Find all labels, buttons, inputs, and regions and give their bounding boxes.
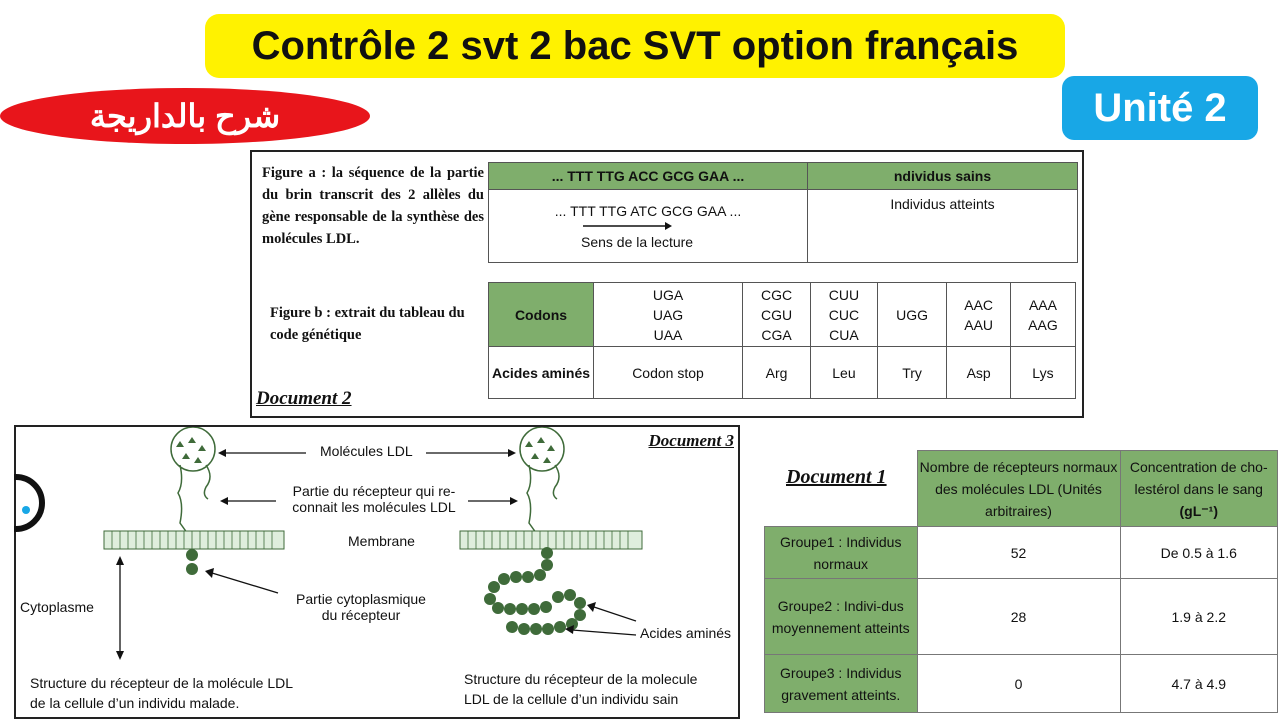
channel-logo-icon: [14, 458, 48, 548]
membrane-left: [104, 531, 284, 549]
cholesterol-header-text: Concentration de cho-lestérol dans le sang: [1129, 458, 1268, 497]
cytoplasmic-part-line1: Partie cytoplasmique: [296, 591, 426, 607]
healthy-sequence: ... TTT TTG ACC GCG GAA ...: [489, 163, 808, 190]
codon: AAU: [964, 316, 994, 333]
group-2-cholesterol: 1.9 à 2.2: [1120, 579, 1278, 655]
genetic-code-table: [488, 282, 1076, 399]
group-1-cholesterol: De 0.5 à 1.6: [1120, 527, 1278, 579]
codon: CGC: [761, 286, 793, 303]
codon: CUA: [829, 326, 859, 343]
affected-sequence-cell: [489, 190, 808, 263]
codon-cell: [947, 283, 1011, 347]
ldl-molecule-left: [171, 427, 215, 547]
ldl-molecule-right: [520, 427, 564, 547]
codon-cell: [877, 283, 947, 347]
group-2-receptors: 28: [917, 579, 1120, 655]
codon: AAA: [1028, 296, 1057, 313]
caption-healthy-line1: Structure du récepteur de la molecule: [464, 671, 698, 687]
amino-row-label: Acides aminés: [489, 347, 594, 399]
caption-sick-line2: de la cellule d’un individu malade.: [30, 695, 240, 711]
codon-cell: [743, 283, 811, 347]
caption-sick-line1: Structure du récepteur de la molécule LDL: [30, 675, 294, 691]
reading-direction-label: Sens de la lecture: [581, 234, 694, 250]
group-3-cholesterol: 4.7 à 4.9: [1120, 655, 1278, 713]
codon: UGG: [896, 306, 928, 323]
codon: CUU: [828, 286, 860, 303]
codon-cell: [1010, 283, 1075, 347]
cholesterol-header: [1120, 451, 1278, 527]
amino-acid-bead: [186, 563, 198, 575]
codon: CUC: [828, 306, 860, 323]
membrane-label: Membrane: [348, 533, 415, 549]
caption-healthy-line2: LDL de la cellule d’un individu sain: [464, 691, 679, 707]
amino-cell: Lys: [1010, 347, 1075, 399]
receptors-header: Nombre de récepteurs normaux des molécules LDL (Unités arbitraires): [917, 451, 1120, 527]
document-2-panel: [250, 150, 1084, 418]
codon: AAG: [1028, 316, 1058, 333]
document-1-label: Document 1: [786, 466, 887, 488]
codon: UGA: [652, 286, 684, 303]
document-3-label: Document 3: [648, 431, 734, 450]
codon: UAG: [652, 306, 684, 323]
document-1-table: [764, 450, 1278, 713]
codon: UAA: [653, 326, 683, 343]
codons-row-label: Codons: [489, 283, 594, 347]
reading-direction-arrow: [581, 220, 673, 232]
figure-b-description: Figure b : extrait du tableau du code génétique: [270, 305, 465, 343]
document-3-panel: [14, 425, 740, 719]
receptor-recognition-line1: Partie du récepteur qui re-: [292, 483, 456, 499]
codon: CGU: [761, 306, 793, 323]
amino-acid-chain: [484, 547, 586, 635]
figure-a-description: Figure a : la séquence de la partie du brin transcrit des 2 allèles du gène responsable de la synthèse des molécules LDL.: [262, 165, 484, 247]
receptor-recognition-line2: connait les molécules LDL: [292, 499, 456, 515]
membrane-right: [460, 531, 642, 549]
codon-cell: [594, 283, 743, 347]
codon: AAC: [964, 296, 994, 313]
unit-badge: Unité 2: [1062, 76, 1258, 140]
cytoplasm-label: Cytoplasme: [20, 599, 94, 615]
group-3-label: Groupe3 : Individus gravement atteints.: [765, 655, 918, 713]
caption-healthy: [464, 669, 697, 709]
affected-label: Individus atteints: [808, 190, 1078, 263]
amino-cell: Codon stop: [594, 347, 743, 399]
group-1-receptors: 52: [917, 527, 1120, 579]
affected-sequence: ... TTT TTG ATC GCG GAA ...: [554, 203, 742, 219]
codon: CGA: [761, 326, 792, 343]
codon-cell: [811, 283, 878, 347]
amino-acids-label: Acides aminés: [640, 625, 732, 641]
arabic-label-pill: شرح بالداريجة: [0, 88, 370, 144]
group-2-label: Groupe2 : Indivi-dus moyennement atteints: [765, 579, 918, 655]
amino-cell: Asp: [947, 347, 1011, 399]
amino-cell: Leu: [811, 347, 878, 399]
figure-a-table: [488, 162, 1078, 263]
empty-corner-cell: [765, 451, 918, 527]
document-2-label: Document 2: [256, 388, 352, 409]
caption-sick: [30, 673, 293, 713]
cholesterol-header-unit: (gL⁻¹): [1179, 502, 1218, 519]
group-3-receptors: 0: [917, 655, 1120, 713]
amino-cell: Arg: [743, 347, 811, 399]
receptor-recognition-label: [286, 483, 462, 515]
ldl-molecules-label: Molécules LDL: [320, 443, 413, 459]
cytoplasmic-part-line2: du récepteur: [321, 607, 401, 623]
amino-acid-bead: [186, 549, 198, 561]
healthy-label: ndividus sains: [808, 163, 1078, 190]
amino-cell: Try: [877, 347, 947, 399]
group-1-label: Groupe1 : Individus normaux: [765, 527, 918, 579]
cytoplasmic-part-label: [286, 591, 436, 623]
video-title-banner: Contrôle 2 svt 2 bac SVT option français: [205, 14, 1065, 78]
